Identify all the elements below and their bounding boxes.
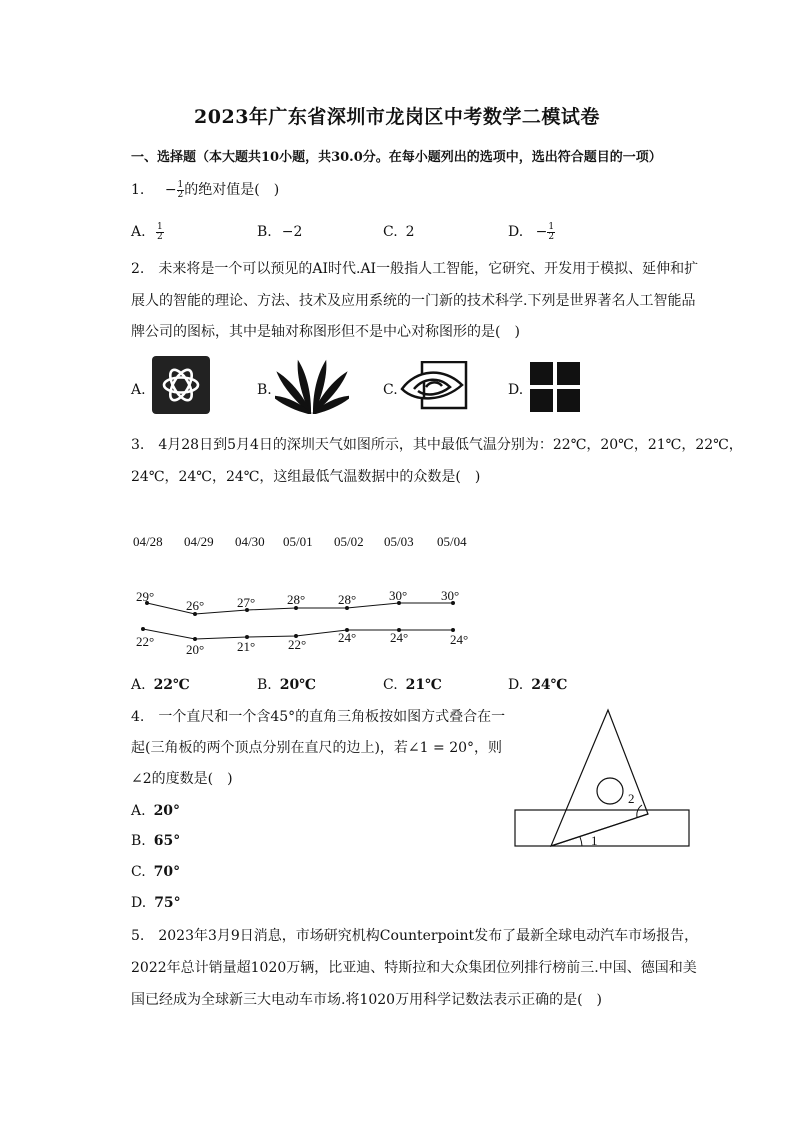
option-a-label[interactable]: A.: [131, 382, 146, 398]
low-label: 24°: [450, 632, 469, 647]
nvidia-logo-icon: [400, 361, 468, 415]
question-3-line-2: 24℃，24℃，24℃，这组最低气温数据中的众数是( ): [131, 469, 481, 485]
option-a[interactable]: A. 22℃: [131, 677, 190, 693]
angle-1-label: 1: [591, 833, 598, 848]
fraction: $\frac{1}{2}$: [548, 221, 555, 242]
option-d[interactable]: D. 24℃: [508, 677, 568, 693]
question-4-line-1: 4. 一个直尺和一个含45°的直角三角板按如图方式叠合在一: [131, 709, 506, 725]
question-number: 4.: [131, 709, 145, 725]
option-b[interactable]: B. 20℃: [257, 677, 317, 693]
question-4-line-3: ∠2的度数是( ): [131, 771, 233, 787]
negative-sign: −: [164, 182, 177, 198]
low-point: [141, 627, 145, 631]
option-c-label[interactable]: C.: [383, 382, 398, 398]
high-label: 30°: [441, 588, 460, 603]
microsoft-logo-icon: [530, 362, 580, 416]
triangle: [551, 710, 648, 846]
question-number: 2.: [131, 261, 145, 277]
question-number: 5.: [131, 928, 145, 944]
date-label: 05/03: [384, 534, 414, 549]
question-5-line-3: 国已经成为全球新三大电动车市场.将1020万用科学记数法表示正确的是( ): [131, 992, 603, 1008]
low-label: 20°: [186, 642, 205, 657]
high-label: 26°: [186, 598, 205, 613]
date-label: 04/30: [235, 534, 265, 549]
option-b[interactable]: B. 65°: [131, 833, 181, 849]
question-number: 1.: [131, 182, 145, 198]
option-d-label[interactable]: D.: [508, 382, 524, 398]
ruler-triangle-figure: [510, 706, 695, 855]
page-title: 2023年广东省深圳市龙岗区中考数学二模试卷: [194, 106, 600, 128]
huawei-logo-icon: [275, 356, 349, 418]
angle-2-label: 2: [628, 791, 635, 806]
date-label: 05/01: [283, 534, 313, 549]
question-5-line-2: 2022年总计销量超1020万辆，比亚迪、特斯拉和大众集团位列排行榜前三.中国、德国和美: [131, 960, 697, 976]
question-text: 的绝对值是( ): [184, 182, 280, 198]
high-label: 28°: [338, 592, 357, 607]
option-c[interactable]: C. 21℃: [383, 677, 442, 693]
openai-logo-icon: [152, 356, 210, 418]
high-label: 29°: [136, 589, 155, 604]
question-4-line-2: 起(三角板的两个顶点分别在直尺的边上)，若∠1 = 20°，则: [131, 740, 503, 756]
low-point: [193, 637, 197, 641]
ruler: [515, 810, 689, 846]
low-label: 24°: [390, 630, 409, 645]
low-label: 22°: [288, 637, 307, 652]
question-2-line-2: 展人的智能的理论、方法、技术及应用系统的一门新的技术科学.下列是世界著名人工智能品: [131, 293, 696, 309]
high-label: 30°: [389, 588, 408, 603]
triangle-hole: [597, 778, 623, 804]
fraction: $\frac{1}{2}$: [177, 179, 184, 200]
option-b[interactable]: B. −2: [257, 224, 303, 240]
option-d[interactable]: D. 75°: [131, 895, 181, 911]
option-a[interactable]: A. 20°: [131, 803, 181, 819]
option-c[interactable]: C. 70°: [131, 864, 181, 880]
fraction: $\frac{1}{2}$: [157, 221, 163, 242]
date-label: 04/29: [184, 534, 214, 549]
question-3-line-1: 3. 4月28日到5月4日的深圳天气如图所示，其中最低气温分别为：22℃，20℃，21℃，22℃，: [131, 437, 743, 453]
low-label: 24°: [338, 630, 357, 645]
question-number: 3.: [131, 437, 145, 453]
weather-chart: [128, 530, 478, 664]
low-label: 21°: [237, 639, 256, 654]
high-label: 28°: [287, 592, 306, 607]
low-label: 22°: [136, 634, 155, 649]
option-d[interactable]: D. − $\frac{1}{2}$: [508, 221, 555, 242]
option-a[interactable]: A. $\frac{1}{2}$: [131, 221, 163, 242]
question-1-stem: [131, 180, 279, 200]
question-2-line-3: 牌公司的图标，其中是轴对称图形但不是中心对称图形的是( ): [131, 324, 520, 340]
date-label: 05/02: [334, 534, 364, 549]
question-2-line-1: 2. 未来将是一个可以预见的AI时代.AI一般指人工智能，它研究、开发用于模拟、延伸和扩: [131, 261, 699, 277]
section-heading: 一、选择题（本大题共10小题，共30.0分。在每小题列出的选项中，选出符合题目的一项）: [131, 150, 662, 165]
date-label: 05/04: [437, 534, 467, 549]
option-b-label[interactable]: B.: [257, 382, 272, 398]
date-label: 04/28: [133, 534, 163, 549]
question-5-line-1: 5. 2023年3月9日消息，市场研究机构Counterpoint发布了最新全球电动汽车市场报告，: [131, 928, 699, 944]
high-label: 27°: [237, 595, 256, 610]
option-c[interactable]: C. 2: [383, 224, 415, 240]
